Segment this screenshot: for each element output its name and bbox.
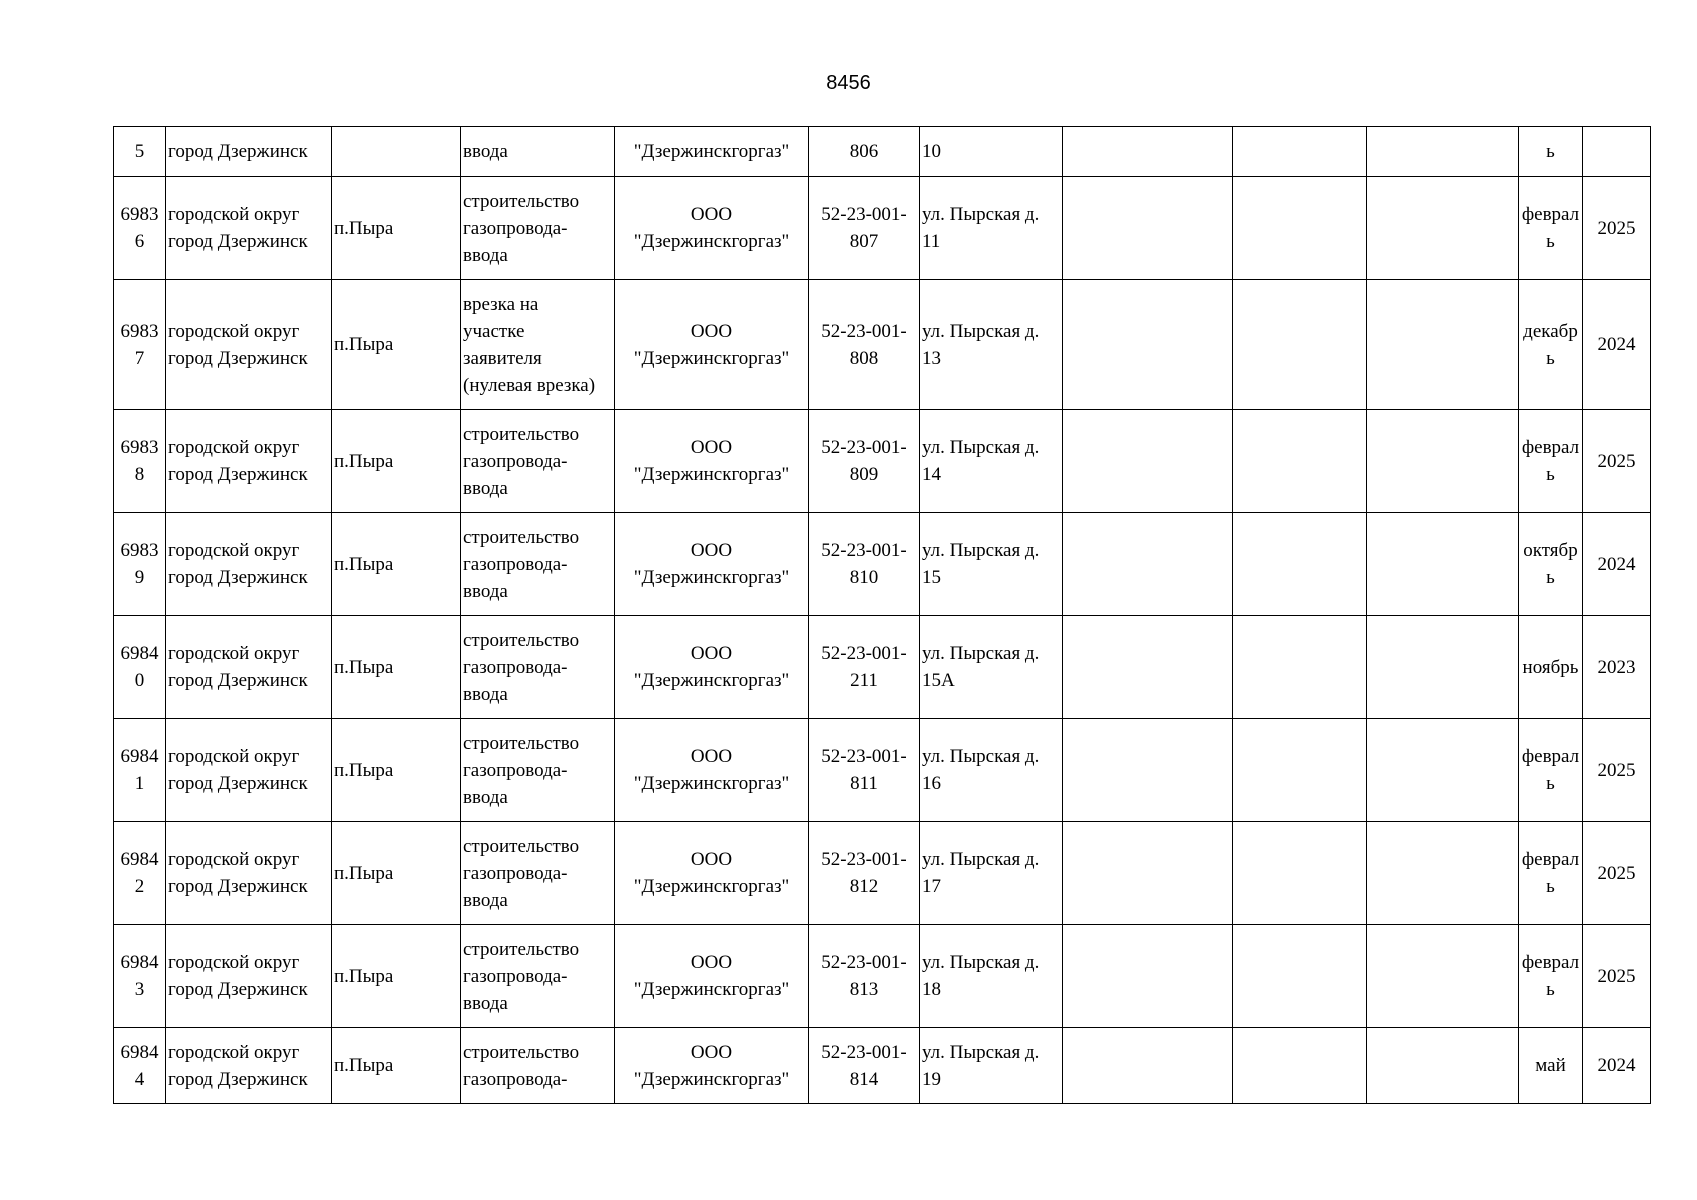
organization-cell: ООО "Дзержинскгоргаз" <box>615 822 809 925</box>
empty-cell <box>1233 925 1367 1028</box>
settlement-cell: п.Пыра <box>332 177 461 280</box>
address-cell: ул. Пырская д. 15А <box>920 616 1063 719</box>
municipality-cell: городской округ город Дзержинск <box>166 280 332 410</box>
organization-cell: ООО "Дзержинскгоргаз" <box>615 1028 809 1104</box>
table-row <box>114 616 1651 719</box>
row-number-cell: 6983 6 <box>114 177 166 280</box>
month-cell: ноябрь <box>1519 616 1583 719</box>
row-number-cell: 6984 3 <box>114 925 166 1028</box>
address-cell: ул. Пырская д. 19 <box>920 1028 1063 1104</box>
organization-cell: ООО "Дзержинскгоргаз" <box>615 177 809 280</box>
page-number: 8456 <box>826 72 871 94</box>
municipality-cell: город Дзержинск <box>166 127 332 177</box>
object-code-cell: 52-23-001- 814 <box>809 1028 920 1104</box>
empty-cell <box>1233 410 1367 513</box>
settlement-cell: п.Пыра <box>332 1028 461 1104</box>
municipality-cell: городской округ город Дзержинск <box>166 925 332 1028</box>
table-row <box>114 719 1651 822</box>
empty-cell <box>1367 822 1519 925</box>
address-cell: ул. Пырская д. 14 <box>920 410 1063 513</box>
row-number-cell: 6984 4 <box>114 1028 166 1104</box>
organization-cell: "Дзержинскгоргаз" <box>615 127 809 177</box>
empty-cell <box>1367 616 1519 719</box>
work-type-cell: строительство газопровода- ввода <box>461 410 615 513</box>
row-number-cell: 5 <box>114 127 166 177</box>
month-cell: декабр ь <box>1519 280 1583 410</box>
table-row <box>114 177 1651 280</box>
address-cell: ул. Пырская д. 17 <box>920 822 1063 925</box>
organization-cell: ООО "Дзержинскгоргаз" <box>615 616 809 719</box>
organization-cell: ООО "Дзержинскгоргаз" <box>615 410 809 513</box>
empty-cell <box>1063 127 1233 177</box>
work-type-cell: строительство газопровода- <box>461 1028 615 1104</box>
empty-cell <box>1063 925 1233 1028</box>
work-type-cell: строительство газопровода- ввода <box>461 925 615 1028</box>
empty-cell <box>1063 177 1233 280</box>
row-number-cell: 6983 7 <box>114 280 166 410</box>
address-cell: ул. Пырская д. 11 <box>920 177 1063 280</box>
month-cell: октябр ь <box>1519 513 1583 616</box>
empty-cell <box>1063 616 1233 719</box>
organization-cell: ООО "Дзержинскгоргаз" <box>615 925 809 1028</box>
table-row <box>114 925 1651 1028</box>
settlement-cell <box>332 127 461 177</box>
month-cell: ь <box>1519 127 1583 177</box>
year-cell: 2024 <box>1583 1028 1651 1104</box>
address-cell: ул. Пырская д. 18 <box>920 925 1063 1028</box>
empty-cell <box>1367 410 1519 513</box>
empty-cell <box>1063 822 1233 925</box>
municipality-cell: городской округ город Дзержинск <box>166 822 332 925</box>
work-type-cell: строительство газопровода- ввода <box>461 719 615 822</box>
row-number-cell: 6984 0 <box>114 616 166 719</box>
object-code-cell: 806 <box>809 127 920 177</box>
municipality-cell: городской округ город Дзержинск <box>166 616 332 719</box>
organization-cell: ООО "Дзержинскгоргаз" <box>615 280 809 410</box>
municipality-cell: городской округ город Дзержинск <box>166 1028 332 1104</box>
settlement-cell: п.Пыра <box>332 719 461 822</box>
settlement-cell: п.Пыра <box>332 280 461 410</box>
work-type-cell: строительство газопровода- ввода <box>461 616 615 719</box>
row-number-cell: 6983 9 <box>114 513 166 616</box>
year-cell: 2023 <box>1583 616 1651 719</box>
empty-cell <box>1233 719 1367 822</box>
empty-cell <box>1233 280 1367 410</box>
work-type-cell: строительство газопровода- ввода <box>461 822 615 925</box>
month-cell: феврал ь <box>1519 719 1583 822</box>
empty-cell <box>1367 719 1519 822</box>
empty-cell <box>1233 822 1367 925</box>
address-cell: ул. Пырская д. 15 <box>920 513 1063 616</box>
table-row <box>114 822 1651 925</box>
month-cell: феврал ь <box>1519 410 1583 513</box>
year-cell: 2024 <box>1583 280 1651 410</box>
empty-cell <box>1063 1028 1233 1104</box>
municipality-cell: городской округ город Дзержинск <box>166 513 332 616</box>
empty-cell <box>1233 127 1367 177</box>
empty-cell <box>1367 127 1519 177</box>
object-code-cell: 52-23-001- 809 <box>809 410 920 513</box>
year-cell <box>1583 127 1651 177</box>
empty-cell <box>1367 280 1519 410</box>
empty-cell <box>1367 925 1519 1028</box>
organization-cell: ООО "Дзержинскгоргаз" <box>615 513 809 616</box>
empty-cell <box>1063 513 1233 616</box>
empty-cell <box>1063 280 1233 410</box>
empty-cell <box>1063 719 1233 822</box>
empty-cell <box>1233 177 1367 280</box>
municipality-cell: городской округ город Дзержинск <box>166 719 332 822</box>
settlement-cell: п.Пыра <box>332 822 461 925</box>
empty-cell <box>1233 513 1367 616</box>
empty-cell <box>1367 1028 1519 1104</box>
settlement-cell: п.Пыра <box>332 513 461 616</box>
settlement-cell: п.Пыра <box>332 410 461 513</box>
year-cell: 2025 <box>1583 410 1651 513</box>
table-row <box>114 513 1651 616</box>
month-cell: феврал ь <box>1519 177 1583 280</box>
municipality-cell: городской округ город Дзержинск <box>166 410 332 513</box>
work-type-cell: ввода <box>461 127 615 177</box>
object-code-cell: 52-23-001- 211 <box>809 616 920 719</box>
object-code-cell: 52-23-001- 807 <box>809 177 920 280</box>
month-cell: феврал ь <box>1519 822 1583 925</box>
table-row <box>114 1028 1651 1104</box>
work-type-cell: строительство газопровода- ввода <box>461 513 615 616</box>
address-cell: 10 <box>920 127 1063 177</box>
month-cell: феврал ь <box>1519 925 1583 1028</box>
address-cell: ул. Пырская д. 16 <box>920 719 1063 822</box>
year-cell: 2025 <box>1583 177 1651 280</box>
object-code-cell: 52-23-001- 811 <box>809 719 920 822</box>
table-row <box>114 127 1651 177</box>
address-cell: ул. Пырская д. 13 <box>920 280 1063 410</box>
empty-cell <box>1367 513 1519 616</box>
row-number-cell: 6983 8 <box>114 410 166 513</box>
municipality-cell: городской округ город Дзержинск <box>166 177 332 280</box>
year-cell: 2024 <box>1583 513 1651 616</box>
table-row <box>114 410 1651 513</box>
year-cell: 2025 <box>1583 925 1651 1028</box>
year-cell: 2025 <box>1583 719 1651 822</box>
work-type-cell: строительство газопровода- ввода <box>461 177 615 280</box>
object-code-cell: 52-23-001- 810 <box>809 513 920 616</box>
settlement-cell: п.Пыра <box>332 616 461 719</box>
empty-cell <box>1367 177 1519 280</box>
row-number-cell: 6984 1 <box>114 719 166 822</box>
empty-cell <box>1233 1028 1367 1104</box>
gasification-schedule-table <box>113 126 1651 1104</box>
organization-cell: ООО "Дзержинскгоргаз" <box>615 719 809 822</box>
row-number-cell: 6984 2 <box>114 822 166 925</box>
empty-cell <box>1233 616 1367 719</box>
settlement-cell: п.Пыра <box>332 925 461 1028</box>
year-cell: 2025 <box>1583 822 1651 925</box>
object-code-cell: 52-23-001- 808 <box>809 280 920 410</box>
empty-cell <box>1063 410 1233 513</box>
work-type-cell: врезка на участке заявителя (нулевая врезка) <box>461 280 615 410</box>
object-code-cell: 52-23-001- 812 <box>809 822 920 925</box>
table-row <box>114 280 1651 410</box>
object-code-cell: 52-23-001- 813 <box>809 925 920 1028</box>
month-cell: май <box>1519 1028 1583 1104</box>
